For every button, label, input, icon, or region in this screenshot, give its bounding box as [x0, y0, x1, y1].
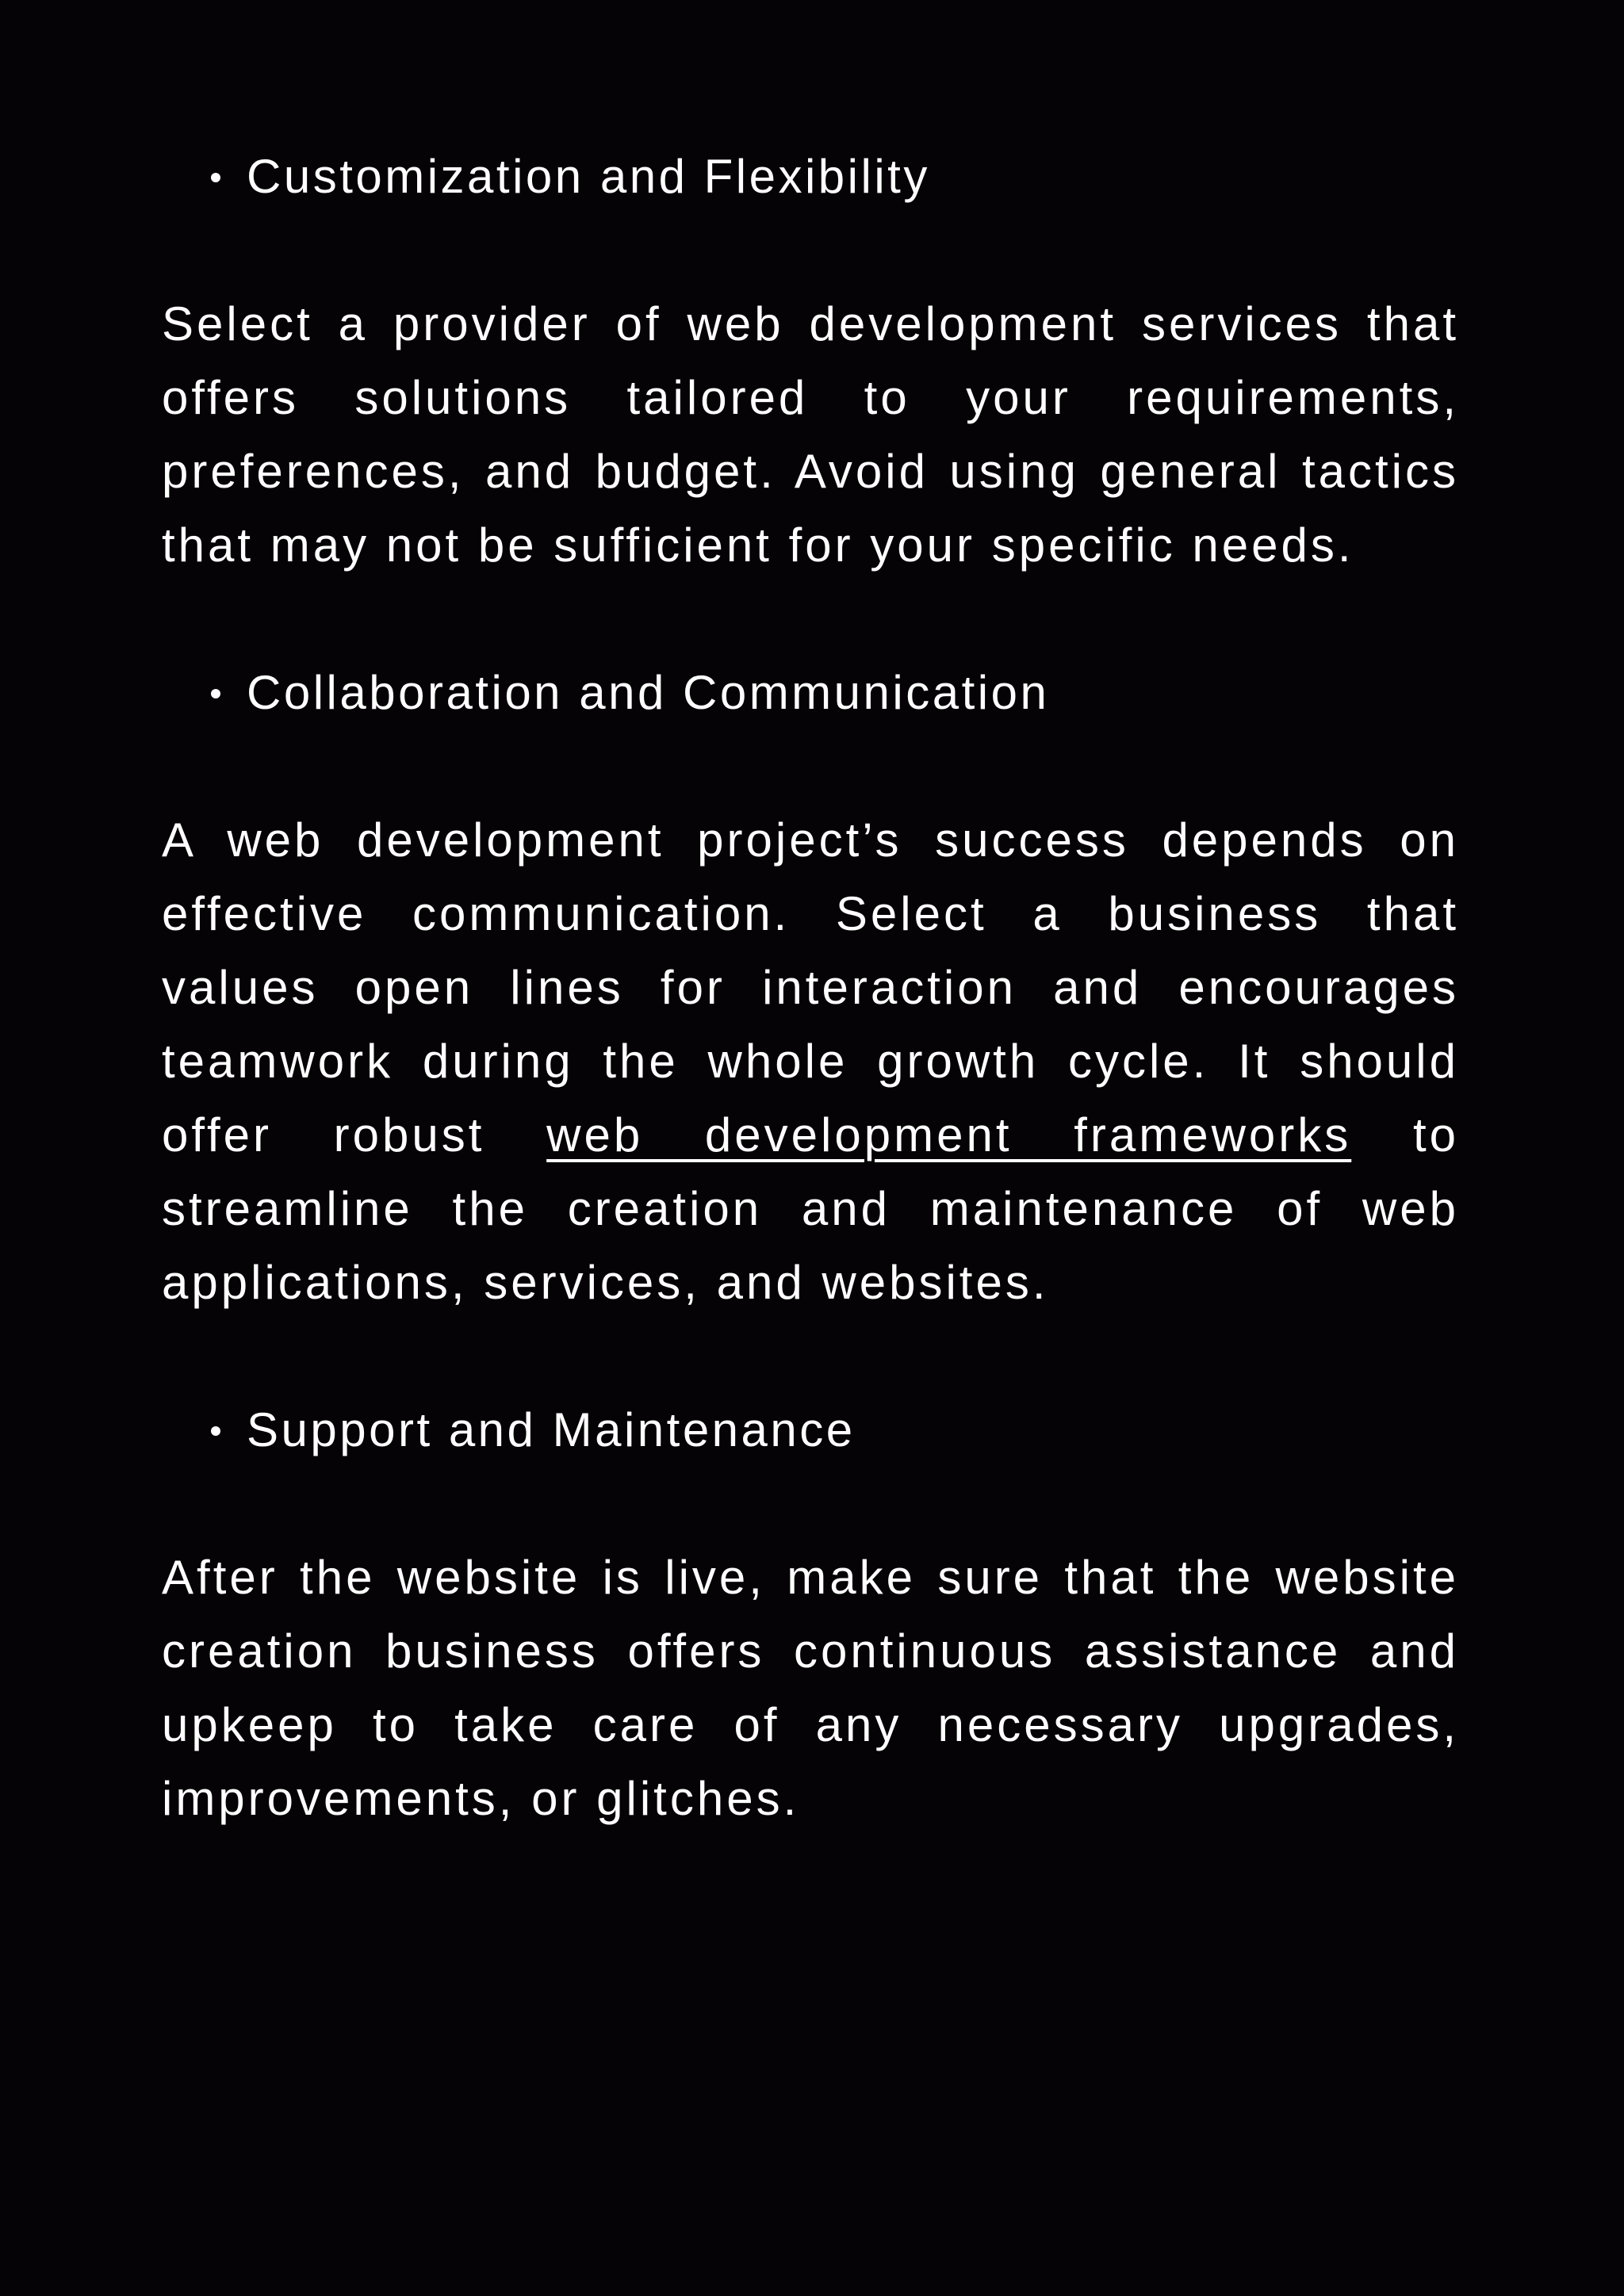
- bullet-list-collaboration: [162, 656, 1459, 729]
- bullet-heading-collaboration: Collaboration and Communication: [162, 656, 1459, 729]
- web-development-frameworks-link[interactable]: web development frameworks: [546, 1108, 1352, 1161]
- bullet-list-support: [162, 1393, 1459, 1467]
- paragraph-collaboration: [162, 803, 1459, 1319]
- bullet-list-customization: [162, 140, 1459, 213]
- paragraph-collaboration-text-end: to streamline the creation and maintenance of web applications, services, and websites.: [162, 1108, 1459, 1309]
- bullet-heading-support: Support and Maintenance: [162, 1393, 1459, 1467]
- article-content: [162, 140, 1459, 1835]
- paragraph-support: After the website is live, make sure that the website creation business offers continuous assistance and upkeep to take care of any necessary upgrades, improvements, or glitches.: [162, 1551, 1459, 1825]
- bullet-heading-customization: Customization and Flexibility: [162, 140, 1459, 213]
- paragraph-collaboration-text-start: A web development project’s success depends on effective communication. Select a business that values open lines for interaction and encourages teamwork during the whole growth cycle. It should offer robust: [162, 813, 1459, 1161]
- paragraph-customization: Select a provider of web development services that offers solutions tailored to your requirements, preferences, and budget. Avoid using general tactics that may not be sufficient for your specific needs.: [162, 297, 1459, 572]
